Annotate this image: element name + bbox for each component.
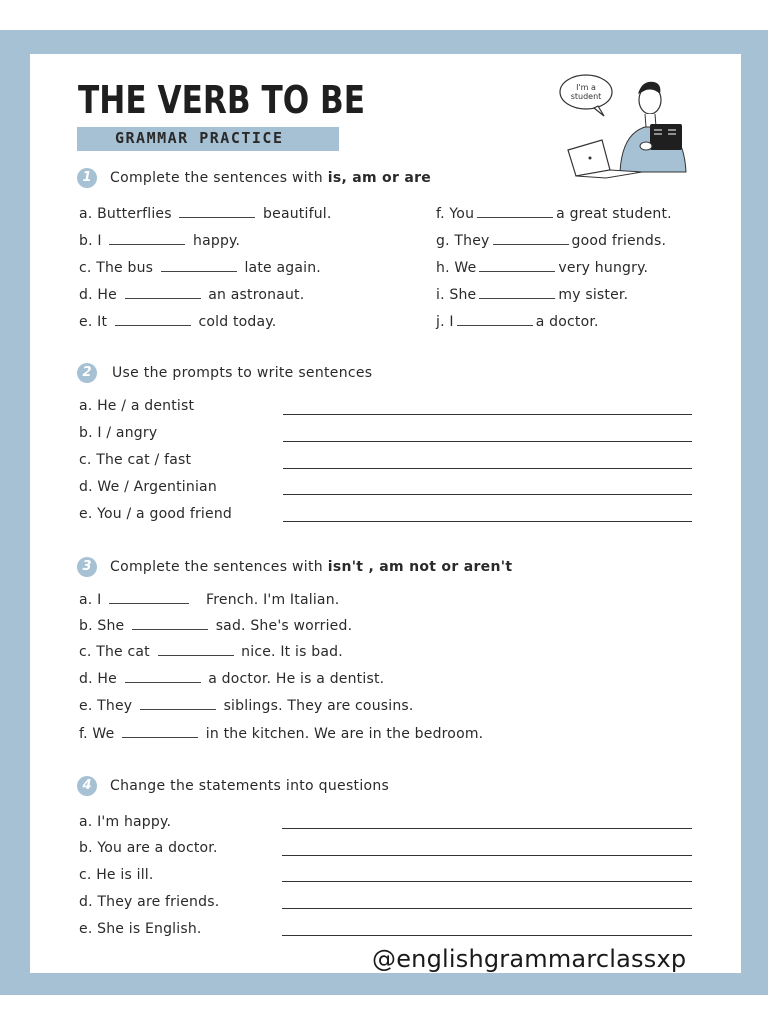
- exercise-item: h. We very hungry.: [436, 260, 649, 276]
- section-number-2: 2: [77, 363, 97, 383]
- instruction-keywords: isn't , am not or aren't: [327, 559, 513, 575]
- answer-blank[interactable]: [479, 286, 555, 299]
- answer-line[interactable]: [283, 494, 692, 495]
- exercise-item: g. They good friends.: [436, 233, 667, 249]
- answer-line[interactable]: [283, 414, 692, 415]
- exercise-item: e. It cold today.: [79, 314, 277, 330]
- answer-line[interactable]: [282, 828, 692, 829]
- answer-line[interactable]: [282, 935, 692, 936]
- statement-item: b. You are a doctor.: [79, 840, 218, 856]
- answer-line[interactable]: [283, 521, 692, 522]
- section-1-instruction: Complete the sentences with is, am or are: [110, 170, 432, 186]
- exercise-item: i. She my sister.: [436, 287, 629, 303]
- answer-line[interactable]: [282, 908, 692, 909]
- prompt-item: a. He / a dentist: [79, 398, 195, 414]
- exercise-item: c. The cat nice. It is bad.: [79, 644, 343, 660]
- section-3-instruction: Complete the sentences with isn't , am not or aren't: [110, 559, 513, 575]
- answer-line[interactable]: [283, 441, 692, 442]
- exercise-item: d. He a doctor. He is a dentist.: [79, 671, 385, 687]
- statement-item: c. He is ill.: [79, 867, 154, 883]
- statement-item: a. I'm happy.: [79, 814, 172, 830]
- speech-bubble-line2: student: [570, 92, 602, 101]
- answer-blank[interactable]: [125, 670, 201, 683]
- answer-blank[interactable]: [161, 259, 237, 272]
- exercise-item: f. We in the kitchen. We are in the bedroom.: [79, 726, 484, 742]
- exercise-item: d. He an astronaut.: [79, 287, 305, 303]
- student-illustration: [550, 72, 690, 182]
- answer-blank[interactable]: [115, 313, 191, 326]
- answer-blank[interactable]: [493, 232, 569, 245]
- exercise-item: f. You a great student.: [436, 206, 672, 222]
- exercise-item: c. The bus late again.: [79, 260, 321, 276]
- section-number-4: 4: [77, 776, 97, 796]
- answer-blank[interactable]: [179, 205, 255, 218]
- speech-bubble-line1: I'm a: [576, 83, 596, 92]
- statement-item: e. She is English.: [79, 921, 202, 937]
- answer-blank[interactable]: [109, 591, 189, 604]
- answer-line[interactable]: [283, 468, 692, 469]
- answer-blank[interactable]: [140, 697, 216, 710]
- answer-blank[interactable]: [132, 617, 208, 630]
- answer-blank[interactable]: [122, 725, 198, 738]
- subtitle-text: GRAMMAR PRACTICE: [115, 129, 284, 147]
- answer-line[interactable]: [282, 881, 692, 882]
- exercise-item: b. She sad. She's worried.: [79, 618, 353, 634]
- instruction-keywords: is, am or are: [327, 170, 432, 186]
- answer-blank[interactable]: [109, 232, 185, 245]
- answer-blank[interactable]: [125, 286, 201, 299]
- section-4-instruction: Change the statements into questions: [110, 778, 390, 794]
- prompt-item: e. You / a good friend: [79, 506, 232, 522]
- exercise-item: j. I a doctor.: [436, 314, 599, 330]
- exercise-item: a. I French. I'm Italian.: [79, 592, 340, 608]
- prompt-item: c. The cat / fast: [79, 452, 192, 468]
- exercise-item: a. Butterflies beautiful.: [79, 206, 332, 222]
- prompt-item: b. I / angry: [79, 425, 158, 441]
- subtitle-banner: [77, 127, 339, 151]
- exercise-item: b. I happy.: [79, 233, 241, 249]
- answer-blank[interactable]: [457, 313, 533, 326]
- answer-line[interactable]: [282, 855, 692, 856]
- exercise-item: e. They siblings. They are cousins.: [79, 698, 414, 714]
- answer-blank[interactable]: [477, 205, 553, 218]
- section-2-instruction: Use the prompts to write sentences: [112, 365, 373, 381]
- social-handle: @englishgrammarclassxp: [372, 945, 687, 973]
- section-number-3: 3: [77, 557, 97, 577]
- statement-item: d. They are friends.: [79, 894, 220, 910]
- section-number-1: 1: [77, 168, 97, 188]
- prompt-item: d. We / Argentinian: [79, 479, 217, 495]
- answer-blank[interactable]: [158, 643, 234, 656]
- answer-blank[interactable]: [479, 259, 555, 272]
- page-title: THE VERB TO BE: [78, 78, 366, 122]
